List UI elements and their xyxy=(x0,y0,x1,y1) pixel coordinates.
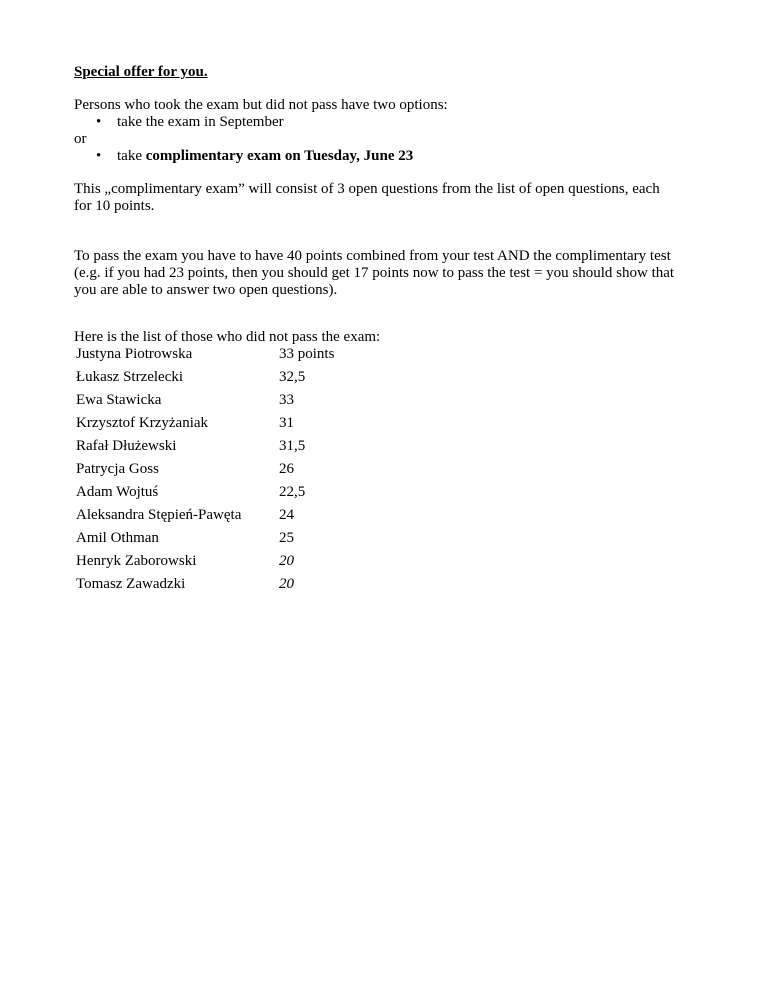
student-points: 20 xyxy=(279,553,294,569)
bullet-icon: • xyxy=(96,114,102,130)
student-points: 24 xyxy=(279,507,294,523)
student-name: Adam Wojtuś xyxy=(76,484,159,500)
student-name: Aleksandra Stępień-Pawęta xyxy=(76,507,242,523)
table-row xyxy=(76,369,399,392)
bullet-icon: • xyxy=(96,148,102,164)
document-page xyxy=(74,64,714,599)
option-2-emphasis: complimentary exam on Tuesday, June 23 xyxy=(145,148,414,164)
student-points: 22,5 xyxy=(279,484,306,500)
complimentary-paragraph xyxy=(74,181,714,215)
table-row xyxy=(76,438,399,461)
student-name: Henryk Zaborowski xyxy=(76,553,197,569)
student-name: Rafał Dłużewski xyxy=(76,438,177,454)
student-points: 20 xyxy=(279,576,294,592)
document-title: Special offer for you. xyxy=(74,64,208,80)
option-2-prefix: take xyxy=(117,148,146,164)
table-row xyxy=(76,415,399,438)
complimentary-line-2: for 10 points. xyxy=(74,198,155,214)
option-1 xyxy=(74,114,714,131)
table-row xyxy=(76,461,399,484)
students-table xyxy=(76,346,399,599)
student-name: Krzysztof Krzyżaniak xyxy=(76,415,209,431)
option-2 xyxy=(74,148,714,165)
student-points: 33 points xyxy=(279,346,335,362)
student-name: Łukasz Strzelecki xyxy=(76,369,184,385)
student-name: Ewa Stawicka xyxy=(76,392,162,408)
pass-line-3: you are able to answer two open questions). xyxy=(74,282,338,298)
table-row xyxy=(76,530,399,553)
table-row xyxy=(76,392,399,415)
student-points: 33 xyxy=(279,392,294,408)
or-word: or xyxy=(74,131,87,147)
table-row xyxy=(76,346,399,369)
student-name: Amil Othman xyxy=(76,530,159,546)
student-points: 31,5 xyxy=(279,438,306,454)
student-name: Patrycja Goss xyxy=(76,461,159,477)
student-name: Justyna Piotrowska xyxy=(76,346,193,362)
option-2-text xyxy=(117,148,714,165)
complimentary-line-1: This „complimentary exam” will consist of 3 open questions from the list of open questions, each xyxy=(74,181,660,197)
student-points: 26 xyxy=(279,461,294,477)
student-points: 32,5 xyxy=(279,369,306,385)
table-row xyxy=(76,484,399,507)
option-1-text: take the exam in September xyxy=(117,114,284,130)
list-intro: Here is the list of those who did not pass the exam: xyxy=(74,329,381,345)
table-row xyxy=(76,553,399,576)
intro-text: Persons who took the exam but did not pass have two options: xyxy=(74,97,448,113)
table-row xyxy=(76,576,399,599)
student-points: 25 xyxy=(279,530,294,546)
pass-line-2: (e.g. if you had 23 points, then you should get 17 points now to pass the test = you should show that xyxy=(74,265,675,281)
pass-paragraph xyxy=(74,248,714,299)
table-row xyxy=(76,507,399,530)
student-name: Tomasz Zawadzki xyxy=(76,576,186,592)
pass-line-1: To pass the exam you have to have 40 points combined from your test AND the complimentary test xyxy=(74,248,671,264)
student-points: 31 xyxy=(279,415,294,431)
